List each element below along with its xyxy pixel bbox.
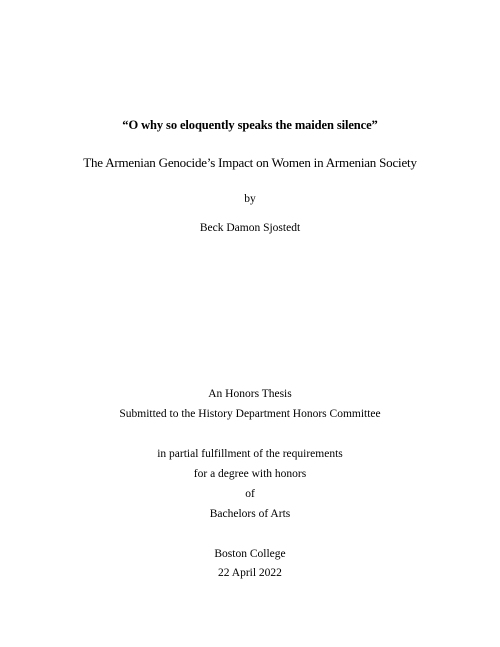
fulfillment-line: in partial fulfillment of the requirements xyxy=(157,448,343,460)
submission-date: 22 April 2022 xyxy=(218,567,282,579)
author-name: Beck Damon Sjostedt xyxy=(199,222,301,234)
thesis-type: An Honors Thesis xyxy=(208,388,292,400)
thesis-subtitle: The Armenian Genocide’s Impact on Women in Armenian Society xyxy=(83,155,417,170)
fulfillment-line: of xyxy=(245,488,255,500)
by-line: by xyxy=(244,193,256,205)
degree-name: Bachelors of Arts xyxy=(209,508,291,520)
submitted-to: Submitted to the History Department Honors Committee xyxy=(119,408,381,420)
institution-name: Boston College xyxy=(214,548,286,560)
thesis-title: “O why so eloquently speaks the maiden silence” xyxy=(122,118,378,132)
fulfillment-line: for a degree with honors xyxy=(193,468,307,480)
